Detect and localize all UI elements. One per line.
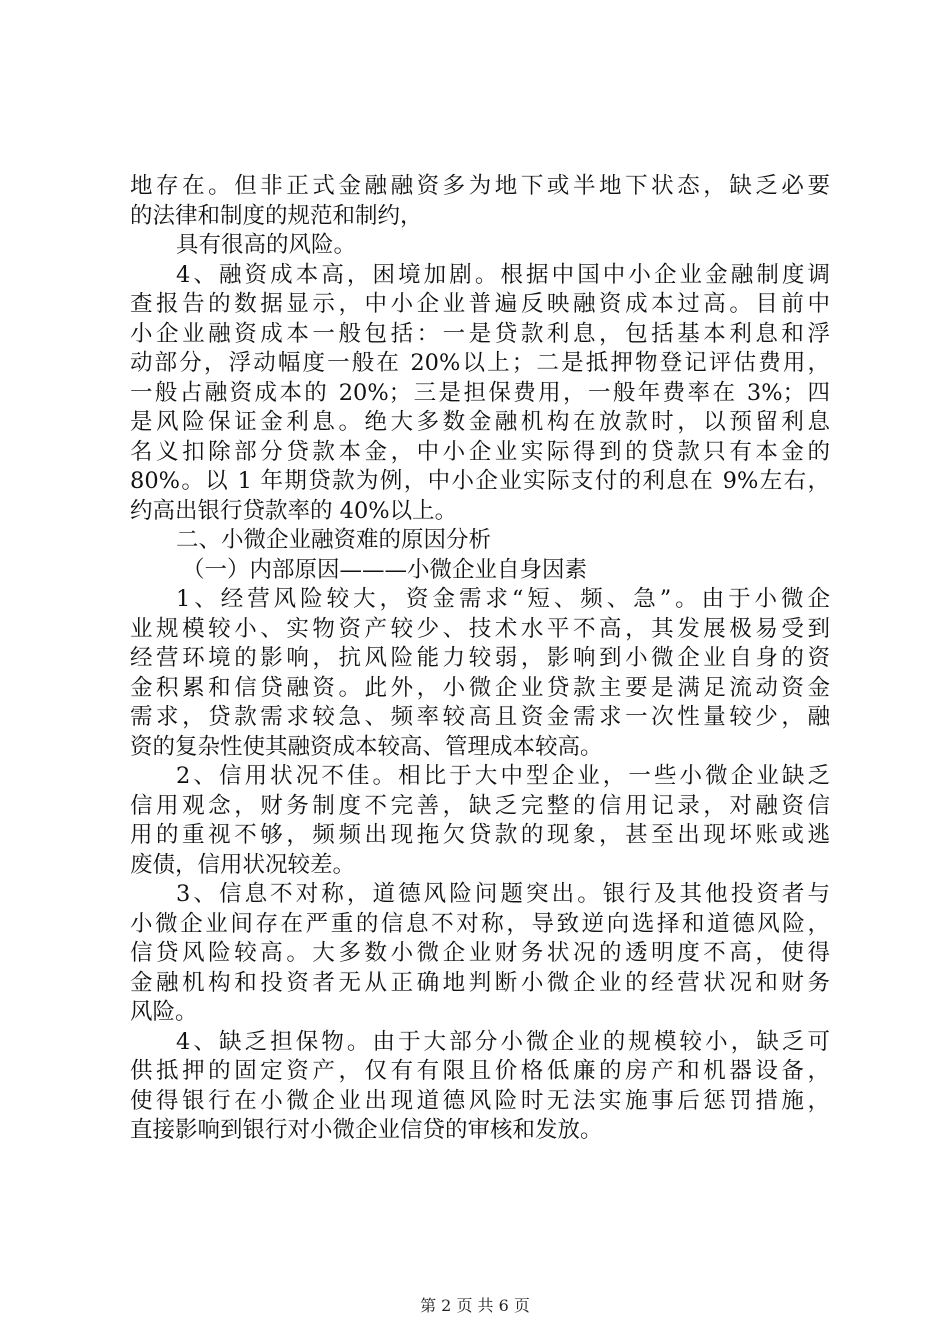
subsection-heading: （一）内部原因———小微企业自身因素 (182, 556, 588, 583)
text-line: 约高出银行贷款率的 40%以上。 (130, 497, 458, 524)
text-line: 名义扣除部分贷款本金，中小企业实际得到的贷款只有本金的 (130, 438, 830, 465)
paragraph-heading-line: 4、融资成本高，困境加剧。根据中国中小企业金融制度调 (176, 261, 830, 288)
text-line: 需求，贷款需求较急、频率较高且资金需求一次性量较少，融 (130, 704, 830, 730)
text-line: 信贷风险较高。大多数小微企业财务状况的透明度不高，使得 (130, 940, 830, 966)
text-line: 金积累和信贷融资。此外，小微企业贷款主要是满足流动资金 (130, 674, 830, 701)
paragraph-heading-line: 2、信用状况不佳。相比于大中型企业，一些小微企业缺乏 (176, 763, 830, 789)
paragraph-heading-line: 4、缺乏担保物。由于大部分小微企业的规模较小，缺乏可 (176, 1028, 830, 1055)
text-line: 小微企业间存在严重的信息不对称，导致逆向选择和道德风险， (130, 910, 830, 937)
text-line: 是风险保证金利息。绝大多数金融机构在放款时，以预留利息 (130, 409, 830, 435)
text-line: 具有很高的风险。 (176, 232, 357, 258)
text-line: 地存在。但非正式金融融资多为地下或半地下状态，缺乏必要 (130, 173, 830, 199)
text-line: 的法律和制度的规范和制约， (130, 202, 423, 229)
text-line: 查报告的数据显示，中小企业普遍反映融资成本过高。目前中 (130, 291, 830, 317)
text-line: 金融机构和投资者无从正确地判断小微企业的经营状况和财务 (130, 969, 830, 996)
text-line: 废债，信用状况较差。 (130, 851, 356, 878)
text-line: 经营环境的影响，抗风险能力较弱，影响到小微企业自身的资 (130, 645, 830, 671)
text-line: 直接影响到银行对小微企业信贷的审核和发放。 (130, 1117, 603, 1143)
text-line: 风险。 (130, 999, 198, 1025)
text-line: 使得银行在小微企业出现道德风险时无法实施事后惩罚措施， (130, 1087, 830, 1114)
text-line: 动部分，浮动幅度一般在 20%以上；二是抵押物登记评估费用， (130, 350, 830, 376)
page-footer (0, 1296, 950, 1316)
paragraph-heading-line: 3、信息不对称，道德风险问题突出。银行及其他投资者与 (176, 881, 830, 907)
text-line: 信用观念，财务制度不完善，缺乏完整的信用记录，对融资信 (130, 792, 830, 819)
text-line: 资的复杂性使其融资成本较高、管理成本较高。 (130, 733, 603, 760)
page-number-label: 第 2 页 共 6 页 (420, 1296, 530, 1315)
text-line: 80%。以 1 年期贷款为例，中小企业实际支付的利息在 9%左右， (130, 468, 830, 494)
section-heading: 二、小微企业融资难的原因分析 (176, 527, 492, 553)
text-line: 一般占融资成本的 20%；三是担保费用，一般年费率在 3%；四 (130, 379, 830, 406)
text-line: 小企业融资成本一般包括：一是贷款利息，包括基本利息和浮 (130, 320, 830, 347)
document-body (130, 172, 830, 1146)
text-line: 业规模较小、实物资产较少、技术水平不高，其发展极易受到 (130, 615, 830, 642)
text-line: 用的重视不够，频频出现拖欠贷款的现象，甚至出现坏账或逃 (130, 822, 830, 848)
paragraph-heading-line: 1、经营风险较大，资金需求“短、频、急”。由于小微企 (176, 586, 830, 612)
text-line: 供抵押的固定资产，仅有有限且价格低廉的房产和机器设备， (130, 1058, 830, 1084)
